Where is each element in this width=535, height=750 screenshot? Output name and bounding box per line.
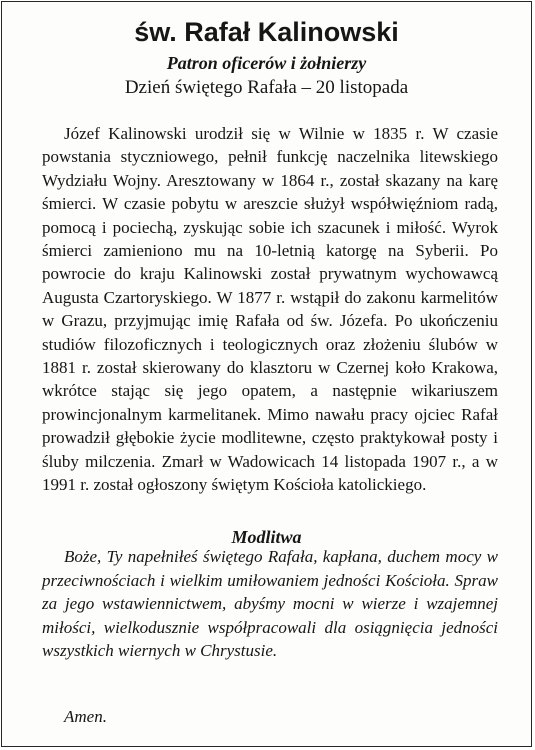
prayer-card <box>1 1 532 747</box>
prayer-text: Boże, Ty napełniłeś świętego Rafała, kapłana, duchem mocy w przeciwnościach i wielkim umiłowaniem jedności Kościoła. Spraw za jego wstawiennictwem, abyśmy mocni w wierze i wzajemnej miłości, wielkodusznie współpracowali dla osiągnięcia jedności wszystkich wiernych w Chrystusie. <box>42 547 498 661</box>
prayer-closing: Amen. <box>64 707 107 726</box>
prayer-heading: Modlitwa <box>231 527 302 547</box>
feast-day-line: Dzień świętego Rafała – 20 listopada <box>124 77 409 98</box>
biography-paragraph: Józef Kalinowski urodził się w Wilnie w 1835 r. W czasie powstania styczniowego, pełnił funkcję naczelnika litewskiego Wydziału Wojny. Aresztowany w 1864 r., został skazany na karę śmierci. W czasie pobytu w areszcie służył współwięźniom radą, pomocą i pociechą, zyskując sobie ich szacunek i miłość. Wyrok śmierci zamieniono mu na 10-letnią katorgę na Syberii. Po powrocie do kraju Kalinowski został prywatnym wychowawcą Augusta Czartoryskiego. W 1877 r. wstąpił do zakonu karmelitów w Grazu, przyjmując imię Rafała od św. Józefa. Po ukończeniu studiów filozoficznych i teologicznych oraz złożeniu ślubów w 1881 r. został skierowany do klasztoru w Czernej koło Krakowa, wkrótce stając się jego opatem, a następnie wikariuszem prowincjonalnym karmelitanek. Mimo nawału pracy ojciec Rafał prowadził głębokie życie modlitewne, często praktykował posty i śluby milczenia. Zmarł w Wadowicach 14 listopada 1907 r., a w 1991 r. został ogłoszony świętym Kościoła katolickiego. <box>42 124 498 495</box>
patron-subtitle: Patron oficerów i żołnierzy <box>166 53 367 73</box>
saint-name-title: św. Rafał Kalinowski <box>134 17 399 47</box>
